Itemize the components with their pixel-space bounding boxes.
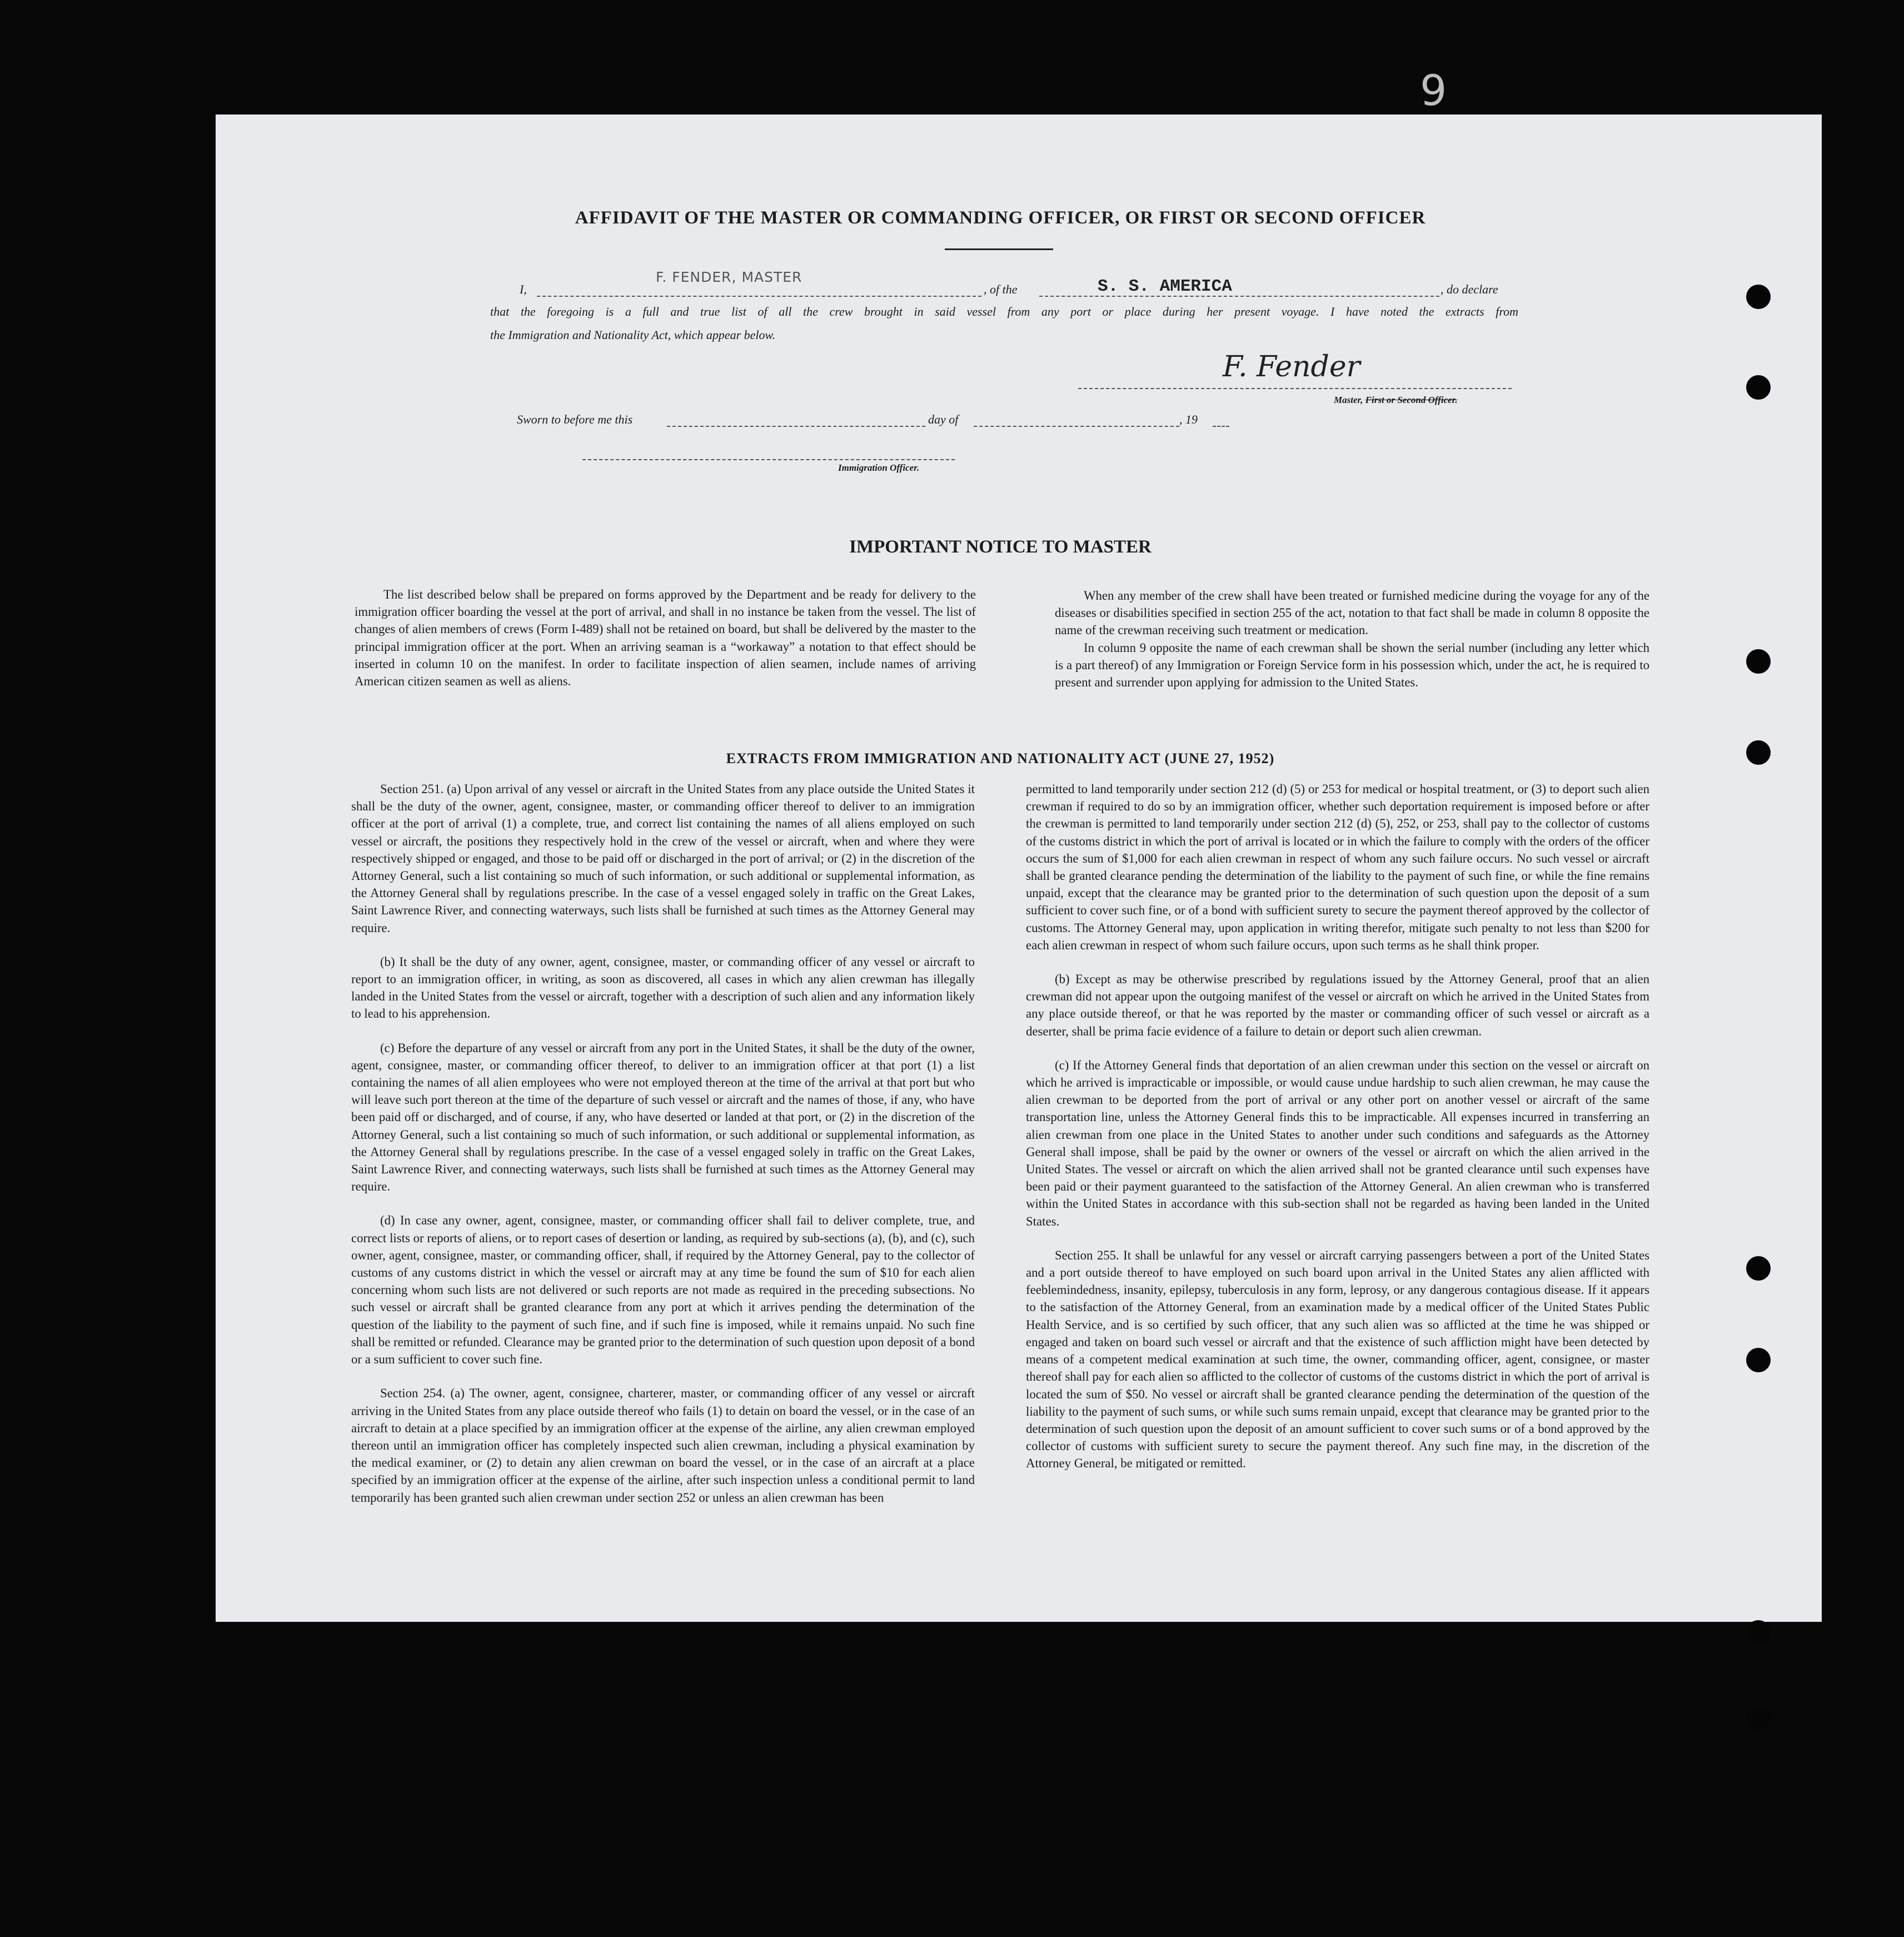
punch-hole-icon [1746, 285, 1771, 309]
sworn-month-field[interactable] [974, 411, 1179, 427]
notice-heading: IMPORTANT NOTICE TO MASTER [849, 537, 1152, 557]
of-the-label: , of the [984, 282, 1018, 296]
notice-left-paragraph: The list described below shall be prepared on forms approved by the Department and be ready for delivery to the immigration officer boarding the vessel at the port of arrival, and shall in no instance be taken from the vessel. The list of changes of alien members of crews (Form I-489) shall not be retained on board, but shall be delivered by the master to the principal immigration officer at the port. When an arriving seaman is a “workaway” a notation to that effect should be inserted in column 10 on the manifest. In order to facilitate inspection of alien seamen, include names of arriving American citizen seamen as well as aliens. [355, 587, 976, 689]
sworn-label: Sworn to before me this [517, 412, 633, 426]
punch-hole-icon [1746, 1348, 1771, 1372]
section-254-c: (c) If the Attorney General finds that deportation of an alien crewman under this section on the vessel or aircraft on which he arrived is impracticable or impossible, or would cause undue hardship to such alien crewman, he may cause the alien crewman to be deported from the port of arrival or any other port on another vessel or aircraft of the same transportation line, unless the Attorney General finds this to be impracticable. All expenses incurred in transferring an alien crewman from one place in the United States to another under such conditions and safeguards as the Attorney General shall impose, shall be paid by the owner or owners of the vessel or aircraft on which the alien arrived in the United States. The vessel or aircraft on which the alien arrived shall not be granted clearance until such expenses have been paid or their payment guaranteed to the satisfaction of the Attorney General. An alien crewman who is transferred within the United States in accordance with this sub-section shall not be regarded as having been landed in the United States. [1026, 1058, 1649, 1228]
section-255: Section 255. It shall be unlawful for any vessel or aircraft carrying passengers between a port of the United States and a port outside thereof to have employed on such board upon arrival in the United States any alien afflicted with feeblemindedness, insanity, epilepsy, tuberculosis in any form, leprosy, or any dangerous contagious disease. If it appears to the satisfaction of the Attorney General, from an examination made by a medical officer of the United States Public Health Service, and is so certified by such officer, that any such alien was so afflicted at the time he was shipped or engaged and taken on board such vessel or aircraft and that the existence of such affliction might have been detected by means of a competent medical examination at such time, the owner, commanding officer, agent, consignee, or master thereof shall pay for each alien so afflicted to the collector of customs of the customs district in which the port of arrival is located the sum of $50. No vessel or aircraft shall be granted clearance pending the determination of the question of the liability to the payment of such sums, or while such sums remain unpaid, except that clearance may be granted prior to the determination of such question upon the deposit of an amount sufficient to cover such sums or of a bond approved by the collector of customs with sufficient surety to secure the payment thereof. Any such fine may, in the discretion of the Attorney General, be mitigated or remitted. [1026, 1248, 1649, 1471]
affidavit-body-line-1: that the foregoing is a full and true list of all the crew brought in said vessel from any port or place during her present voyage. I have noted the extracts from [490, 305, 1518, 318]
notice-left-column [355, 586, 976, 690]
notice-right-paragraph-1: When any member of the crew shall have been treated or furnished medicine during the voyage for any of the diseases or disabilities specified in section 255 of the act, notation to that fact shall be made in column 8 opposite the name of the crewman receiving such treatment or medication. [1055, 589, 1649, 638]
section-251-d: (d) In case any owner, agent, consignee, master, or commanding officer shall fail to deliver complete, true, and correct lists or reports of aliens, or to report cases of desertion or landing, as required by sub-sections (a), (b), and (c), such owner, agent, consignee, master, or commanding officer, shall, if required by the Attorney General, pay to the collector of customs of any customs district in which the vessel or aircraft may at any time be found the sum of $10 for each alien concerning whom such lists are not delivered or such reports are not made as required in the preceding subsections. No such vessel or aircraft shall be granted clearance from any port at which it arrives pending the determination of the question of the liability to the payment of such fine, and if such fine is imposed, while it remains unpaid. No such fine shall be remitted or refunded. Clearance may be granted prior to the determination of such question upon deposit of a bond or a sum sufficient to cover such fine. [351, 1213, 975, 1367]
title-divider [945, 248, 1053, 250]
do-declare-label: , do declare [1441, 282, 1498, 296]
affidavit-body-line-2: the Immigration and Nationality Act, which appear below. [490, 328, 776, 342]
affidavit-title: AFFIDAVIT OF THE MASTER OR COMMANDING OFFICER, OR FIRST OR SECOND OFFICER [575, 208, 1426, 228]
sworn-year-field[interactable] [1213, 411, 1229, 427]
punch-hole-icon [1746, 649, 1771, 674]
name-value: F. FENDER, MASTER [656, 269, 803, 285]
immigration-officer-signature-field[interactable] [582, 450, 955, 460]
day-of-label: day of [928, 412, 959, 426]
section-251-a: Section 251. (a) Upon arrival of any vessel or aircraft in the United States from any place outside the United States it shall be the duty of the owner, agent, consignee, master, or commanding officer thereof to deliver to an immigration officer at the port of arrival (1) a complete, true, and correct list containing the names of all aliens employed on such vessel or aircraft, the positions they respectively hold in the crew of the vessel or aircraft, when and where they were respectively shipped or engaged, and those to be paid off or discharged in the port of arrival; or (2) in the discretion of the Attorney General, such a list containing so much of such information, or such additional or supplemental information, as the Attorney General shall by regulations prescribe. In the case of a vessel engaged solely in traffic on the Great Lakes, Saint Lawrence River, and connecting waterways, such lists shall be furnished at such times as the Attorney General may require. [351, 782, 975, 935]
section-254-a: Section 254. (a) The owner, agent, consignee, charterer, master, or commanding officer of any vessel or aircraft arriving in the United States from any place outside thereof who fails (1) to detain on board the vessel, or in the case of an aircraft to detain at a place specified by an immigration officer at the expense of the airline, any alien crewman employed thereon until an immigration officer has completely inspected such alien crewman, including a physical examination by the medical examiner, or (2) to detain any alien crewman on board the vessel, or in the case of an aircraft at a place specified by an immigration officer at the expense of the airline, after such inspection unless a conditional permit to land temporarily has been granted such alien crewman under section 252 or unless an alien crewman has been [351, 1386, 975, 1505]
notice-right-column [1055, 587, 1649, 691]
signature-caption-struck: First or Second Officer. [1365, 395, 1458, 405]
master-signature: F. Fender [1223, 350, 1360, 384]
extracts-right-column [1026, 780, 1649, 1472]
sworn-day-field[interactable] [667, 411, 925, 427]
extracts-heading: EXTRACTS FROM IMMIGRATION AND NATIONALITY ACT (JUNE 27, 1952) [726, 750, 1275, 766]
punch-hole-icon [1746, 1256, 1771, 1281]
section-254-a-continued: permitted to land temporarily under section 212 (d) (5) or 253 for medical or hospital treatment, or (3) to deport such alien crewman if required to do so by an immigration officer, whether such deportation requirement is imposed before or after the crewman is permitted to land temporarily under section 212 (d) (5), 252, or 253, shall pay to the collector of customs of the customs district in which the port of arrival is located or in which the failure to comply with the orders of the officer occurs the sum of $1,000 for each alien crewman in respect of whom any such failure occurs. No such vessel or aircraft shall be granted clearance pending the determination of the liability to the payment of such fine, or while the fine remains unpaid, except that the clearance may be granted prior to the determination of such question upon the deposit of a sum sufficient to cover such fine, or of a bond with sufficient surety to secure the payment thereof approved by the collector of customs. The Attorney General may, upon application in writing therefor, mitigate such penalty to not less than $200 for each alien crewman in respect of whom such failure occurs, upon such terms as he shall think proper. [1026, 782, 1649, 952]
punch-hole-icon [1746, 740, 1771, 765]
i-label: I, [520, 282, 527, 296]
handwritten-page-number: 9 [1420, 66, 1447, 115]
extracts-left-column [351, 780, 975, 1506]
immigration-officer-caption: Immigration Officer. [838, 462, 920, 473]
year-label: , 19 [1179, 412, 1198, 426]
vessel-value: S. S. AMERICA [1098, 277, 1232, 296]
punch-hole-icon [1746, 1706, 1771, 1731]
punch-hole-icon [1746, 375, 1771, 400]
section-251-c: (c) Before the departure of any vessel or aircraft from any port in the United States, it shall be the duty of the owner, agent, consignee, master, or commanding officer thereof, to deliver to an immigration officer at that port (1) a list containing the names of all alien employees who were not employed thereon at the time of the arrival at that port but who will leave such port thereon at the time of the departure of such vessel or aircraft and the names of those, if any, who have been paid off or discharged, and of course, if any, who have deserted or landed at that port, or (2) in the discretion of the Attorney General, such a list containing so much of such information, or such additional or supplemental information, as the Attorney General shall by regulations prescribe. In the case of a vessel engaged solely in traffic on the Great Lakes, Saint Lawrence River, and connecting waterways, such lists shall be furnished at such times as the Attorney General may require. [351, 1040, 975, 1194]
notice-right-paragraph-2: In column 9 opposite the name of each crewman shall be shown the serial number (including any letter which is a part thereof) of any Immigration or Foreign Service form in his possession which, under the act, he is required to present and surrender upon applying for admission to the United States. [1055, 640, 1649, 690]
section-251-b: (b) It shall be the duty of any owner, agent, consignee, master, or commanding officer of any vessel or aircraft to report to an immigration officer, in writing, as soon as discovered, all cases in which any alien crewman has illegally landed in the United States from the vessel or aircraft, together with a description of such alien and any information likely to lead to his apprehension. [351, 954, 975, 1021]
punch-hole-icon [1746, 1620, 1771, 1645]
signature-caption [1334, 395, 1458, 406]
section-254-b: (b) Except as may be otherwise prescribed by regulations issued by the Attorney General, proof that an alien crewman did not appear upon the outgoing manifest of the vessel or aircraft on which he arrived in the United States from any place outside thereof, or that he was reported by the master or commanding officer of such vessel or aircraft as a deserter, shall be prima facie evidence of a failure to detain or deport such alien crewman. [1026, 972, 1649, 1038]
signature-caption-master: Master, [1334, 395, 1363, 405]
